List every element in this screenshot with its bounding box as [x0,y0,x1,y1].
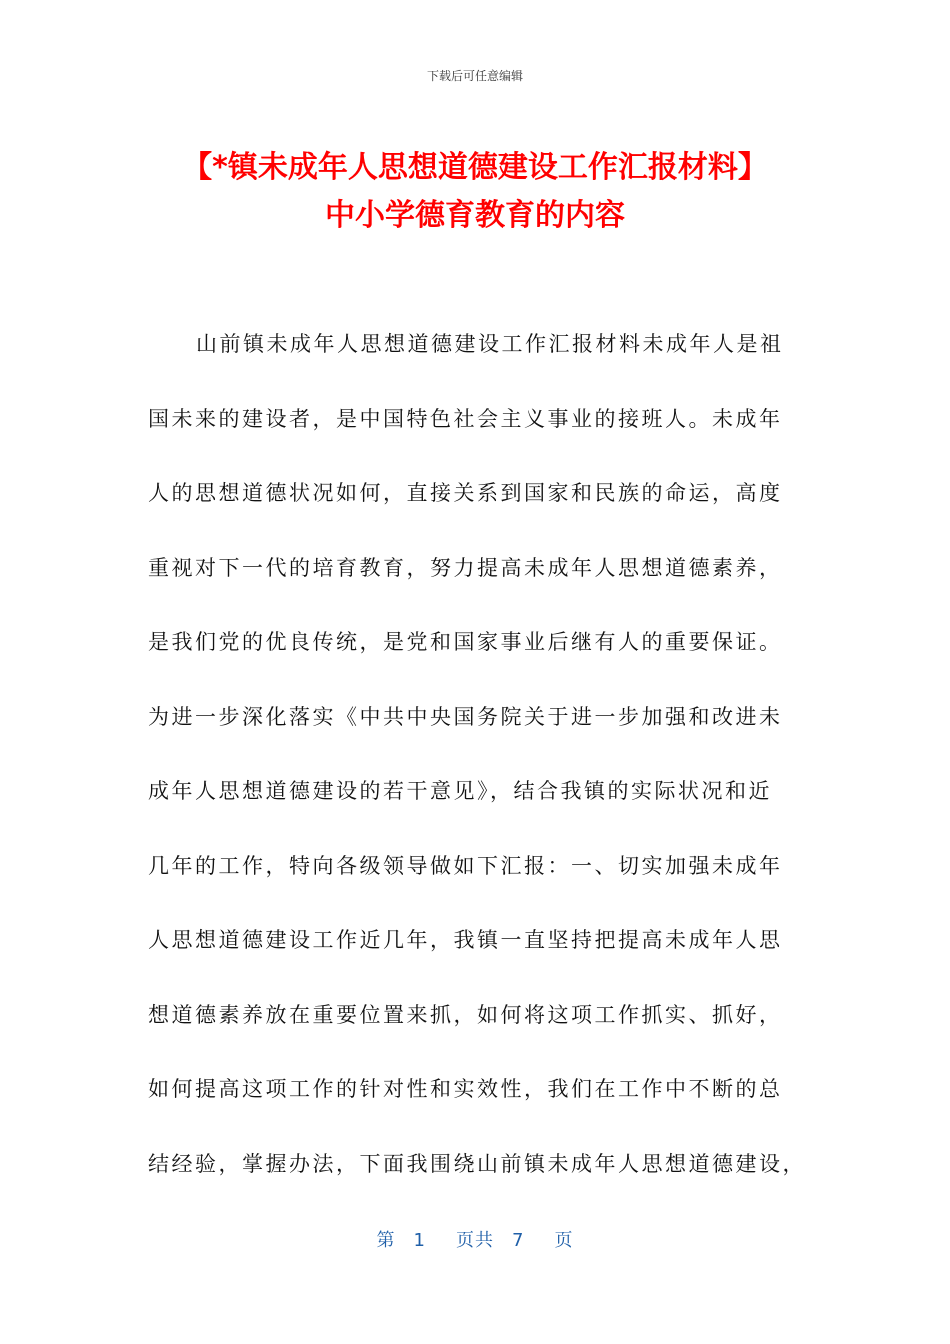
body-line: 人的思想道德状况如何，直接关系到国家和民族的命运，高度 [148,481,783,505]
body-line: 想道德素养放在重要位置来抓，如何将这项工作抓实、抓好， [148,1002,783,1027]
body-line: 是我们党的优良传统，是党和国家事业后继有人的重要保证。 [148,630,783,654]
body-line: 如何提高这项工作的针对性和实效性，我们在工作中不断的总 [148,1077,783,1101]
title-line-1: 【*镇未成年人思想道德建设工作汇报材料】 [182,150,768,185]
body-line: 结经验，掌握办法，下面我围绕山前镇未成年人思想道德建设， [148,1151,806,1176]
body-line: 人思想道德建设工作近几年，我镇一直坚持把提高未成年人思 [148,928,783,952]
page-footer [0,1226,950,1252]
body-line: 几年的工作，特向各级领导做如下汇报：一、切实加强未成年 [148,853,783,878]
body-line: 为进一步深化落实《中共中央国务院关于进一步加强和改进未 [148,704,783,729]
footer-prefix: 第 [376,1230,396,1251]
footer-mid: 页共 [456,1230,494,1251]
body-paragraph [148,316,808,1210]
total-pages-number: 7 [512,1230,525,1251]
body-line: 重视对下一代的培育教育，努力提高未成年人思想道德素养， [148,555,783,580]
title-line-2: 中小学德育教育的内容 [325,198,625,233]
body-line: 成年人思想道德建设的若干意见》，结合我镇的实际状况和近 [148,779,772,803]
body-line: 国未来的建设者，是中国特色社会主义事业的接班人。未成年 [148,406,783,431]
footer-suffix: 页 [554,1230,574,1251]
document-title [60,144,890,240]
body-line: 山前镇未成年人思想道德建设工作汇报材料未成年人是祖 [196,332,784,356]
current-page-number: 1 [413,1230,426,1251]
header-note: 下载后可任意编辑 [426,69,523,83]
